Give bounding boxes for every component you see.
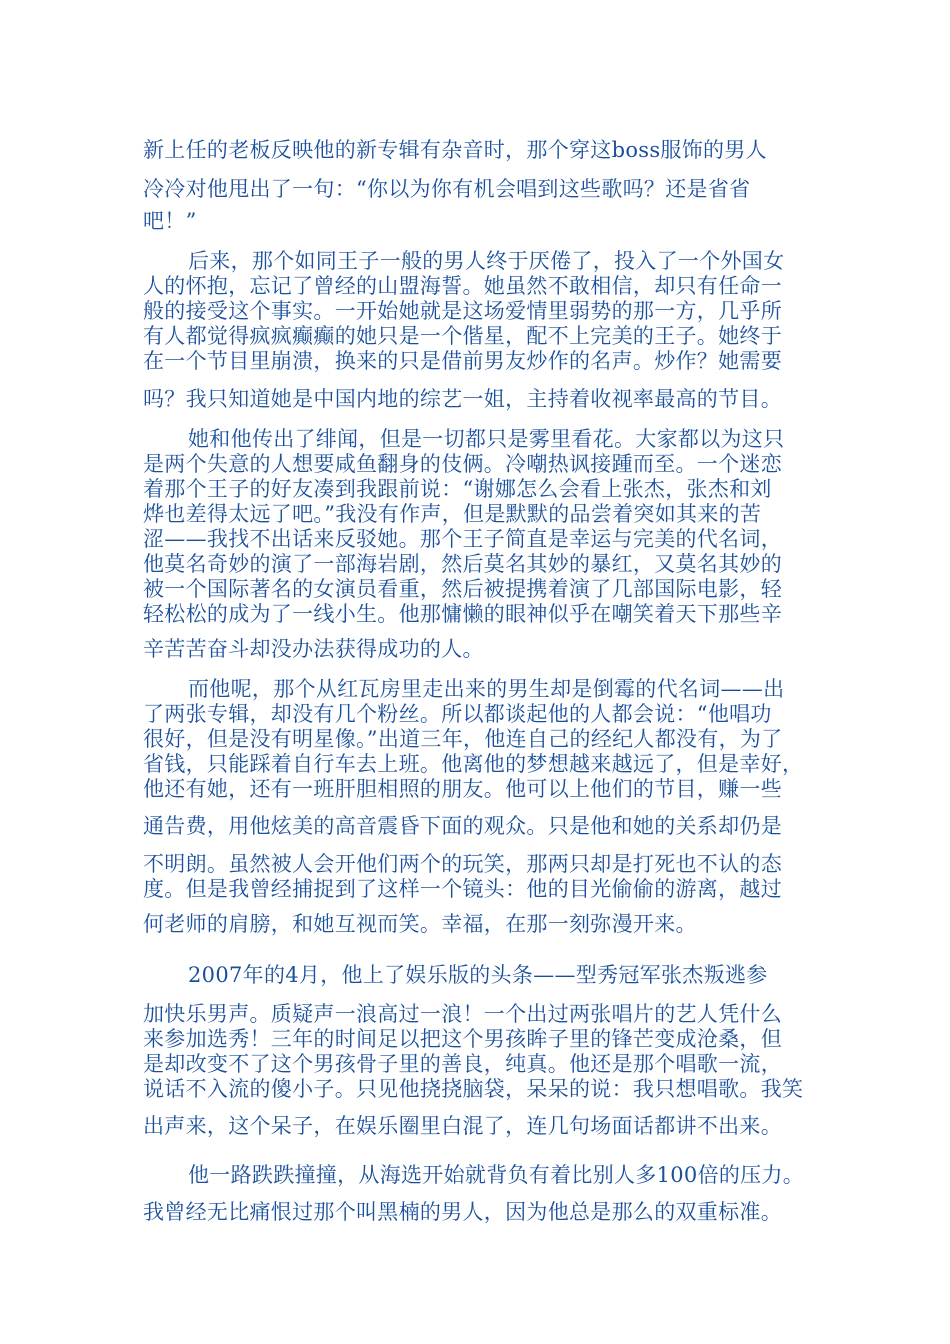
text-line: 通告费，用他炫美的高音震昏下面的观众。只是他和她的关系却仍是 bbox=[143, 814, 782, 838]
paragraph-first-line: 后来，那个如同王子一般的男人终于厌倦了，投入了一个外国女 bbox=[188, 249, 785, 273]
text-line: 他莫名奇妙的演了一部海岩剧，然后莫名其妙的暴红，又莫名其妙的 bbox=[143, 552, 782, 576]
text-line: 了两张专辑，却没有几个粉丝。所以都谈起他的人都会说：“他唱功 bbox=[143, 702, 772, 726]
paragraph-first-line: 而他呢，那个从红瓦房里走出来的男生却是倒霉的代名词——出 bbox=[188, 677, 785, 701]
text-line: 吗？我只知道她是中国内地的综艺一姐，主持着收视率最高的节目。 bbox=[143, 387, 782, 411]
text-line: 着那个王子的好友凑到我跟前说：“谢娜怎么会看上张杰，张杰和刘 bbox=[143, 477, 772, 501]
text-line: 省钱，只能踩着自行车去上班。他离他的梦想越来越远了，但是幸好， bbox=[143, 752, 804, 776]
text-line: 是却改变不了这个男孩骨子里的善良，纯真。他还是那个唱歌一流， bbox=[143, 1052, 782, 1076]
text-line: 出声来，这个呆子，在娱乐圈里白混了，连几句场面话都讲不出来。 bbox=[143, 1114, 782, 1138]
text-line: 冷冷对他甩出了一句：“你以为你有机会唱到这些歌吗？还是省省 bbox=[143, 177, 751, 201]
text-line: 说话不入流的傻小子。只见他挠挠脑袋，呆呆的说：我只想唱歌。我笑 bbox=[143, 1077, 804, 1101]
text-line: 是两个失意的人想要咸鱼翻身的伎俩。冷嘲热讽接踵而至。一个迷恋 bbox=[143, 452, 782, 476]
paragraph-first-line: 她和他传出了绯闻，但是一切都只是雾里看花。大家都以为这只 bbox=[188, 427, 785, 451]
text-line: 吧！” bbox=[143, 209, 197, 233]
text-line: 加快乐男声。质疑声一浪高过一浪！一个出过两张唱片的艺人凭什么 bbox=[143, 1002, 782, 1026]
paragraph-first-line: 2007年的4月，他上了娱乐版的头条——型秀冠军张杰叛逃参 bbox=[188, 963, 768, 987]
text-line: 不明朗。虽然被人会开他们两个的玩笑，那两只却是打死也不认的态 bbox=[143, 852, 782, 876]
text-line: 轻松松的成为了一线小生。他那慵懒的眼神似乎在嘲笑着天下那些辛 bbox=[143, 602, 782, 626]
text-line: 我曾经无比痛恨过那个叫黑楠的男人，因为他总是那么的双重标准。 bbox=[143, 1200, 782, 1224]
text-line: 何老师的肩膀，和她互视而笑。幸福，在那一刻弥漫开来。 bbox=[143, 912, 697, 936]
text-line: 烨也差得太远了吧。”我没有作声，但是默默的品尝着突如其来的苦 bbox=[143, 502, 762, 526]
text-line: 般的接受这个事实。一开始她就是这场爱情里弱势的那一方，几乎所 bbox=[143, 299, 782, 323]
text-line: 涩——我找不出话来反驳她。那个王子简直是幸运与完美的代名词， bbox=[143, 527, 782, 551]
text-line: 新上任的老板反映他的新专辑有杂音时，那个穿这boss服饰的男人 bbox=[143, 138, 767, 162]
text-line: 他还有她，还有一班肝胆相照的朋友。他可以上他们的节目，赚一些 bbox=[143, 777, 782, 801]
text-line: 来参加选秀！三年的时间足以把这个男孩眸子里的锋芒变成沧桑，但 bbox=[143, 1027, 782, 1051]
text-line: 很好，但是没有明星像。”出道三年，他连自己的经纪人都没有，为了 bbox=[143, 727, 783, 751]
text-line: 在一个节目里崩溃，换来的只是借前男友炒作的名声。炒作？她需要 bbox=[143, 349, 782, 373]
text-line: 度。但是我曾经捕捉到了这样一个镜头：他的目光偷偷的游离，越过 bbox=[143, 877, 782, 901]
text-line: 有人都觉得疯疯癫癫的她只是一个偕星，配不上完美的王子。她终于 bbox=[143, 324, 782, 348]
text-line: 人的怀抱，忘记了曾经的山盟海誓。她虽然不敢相信，却只有任命一 bbox=[143, 274, 782, 298]
paragraph-first-line: 他一路跌跌撞撞，从海选开始就背负有着比别人多100倍的压力。 bbox=[188, 1163, 805, 1187]
text-line: 被一个国际著名的女演员看重，然后被提携着演了几部国际电影，轻 bbox=[143, 577, 782, 601]
text-line: 辛苦苦奋斗却没办法获得成功的人。 bbox=[143, 637, 484, 661]
